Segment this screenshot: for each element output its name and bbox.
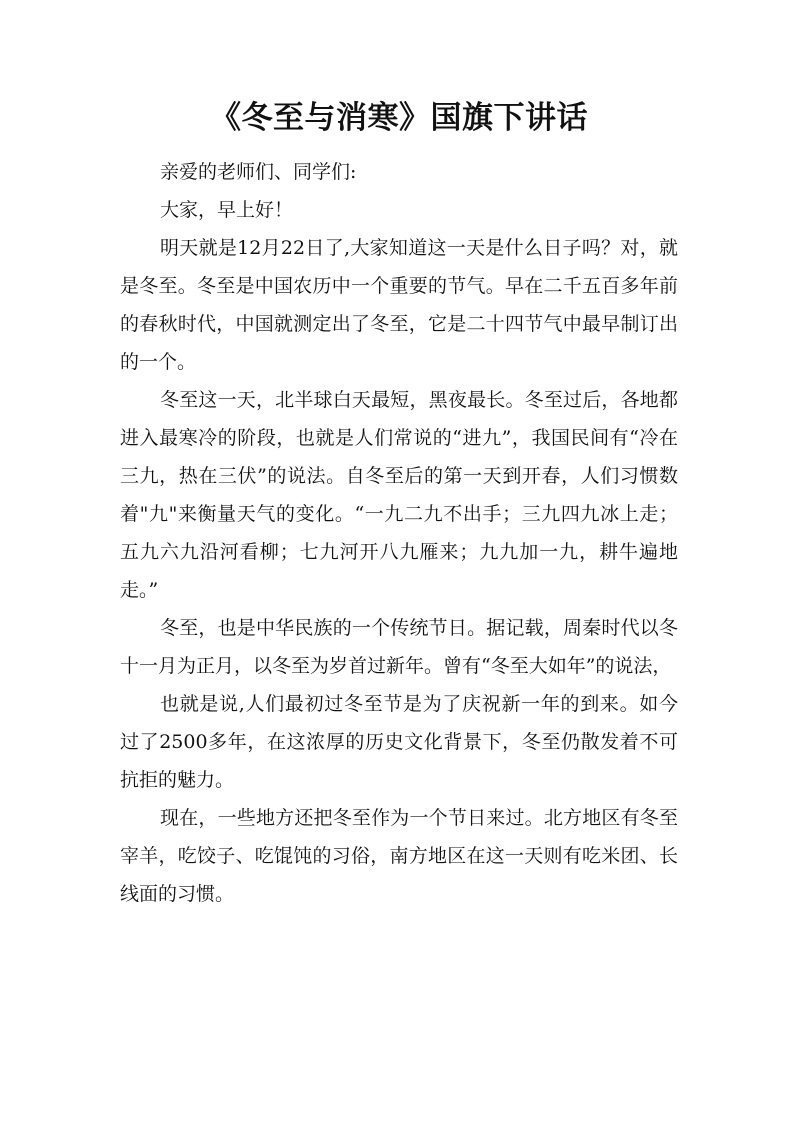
body-paragraph: 冬至，也是中华民族的一个传统节日。据记载，周秦时代以冬十一月为正月，以冬至为岁首过新年。曾有“冬至大如年”的说法，	[120, 617, 678, 677]
body-paragraph: 明天就是12月22日了,大家知道这一天是什么日子吗？对，就是冬至。冬至是中国农历中一个重要的节气。早在二千五百多年前的春秋时代，中国就测定出了冬至，它是二十四节气中最早制订出的一个。	[120, 237, 678, 373]
body-paragraph: 也就是说,人们最初过冬至节是为了庆祝新一年的到来。如今过了2500多年，在这浓厚的历史文化背景下，冬至仍散发着不可抗拒的魅力。	[120, 693, 678, 791]
body-paragraph: 冬至这一天，北半球白天最短，黑夜最长。冬至过后，各地都进入最寒冷的阶段，也就是人们常说的“进九”，我国民间有“冷在三九，热在三伏”的说法。自冬至后的第一天到开春，人们习惯数着"九"来衡量天气的变化。“一九二九不出手；三九四九冰上走；五九六九沿河看柳；七九河开八九雁来；九九加一九，耕牛遍地走。”	[120, 389, 678, 601]
greeting-paragraph: 大家，早上好！	[160, 199, 294, 221]
document-body	[120, 153, 678, 913]
body-paragraph: 现在，一些地方还把冬至作为一个节日来过。北方地区有冬至宰羊，吃饺子、吃馄饨的习俗，南方地区在这一天则有吃米团、长线面的习惯。	[120, 807, 678, 905]
document-title: 《冬至与消寒》国旗下讲话	[210, 100, 588, 136]
salutation-paragraph: 亲爱的老师们、同学们:	[160, 161, 357, 183]
document-page	[120, 0, 678, 913]
